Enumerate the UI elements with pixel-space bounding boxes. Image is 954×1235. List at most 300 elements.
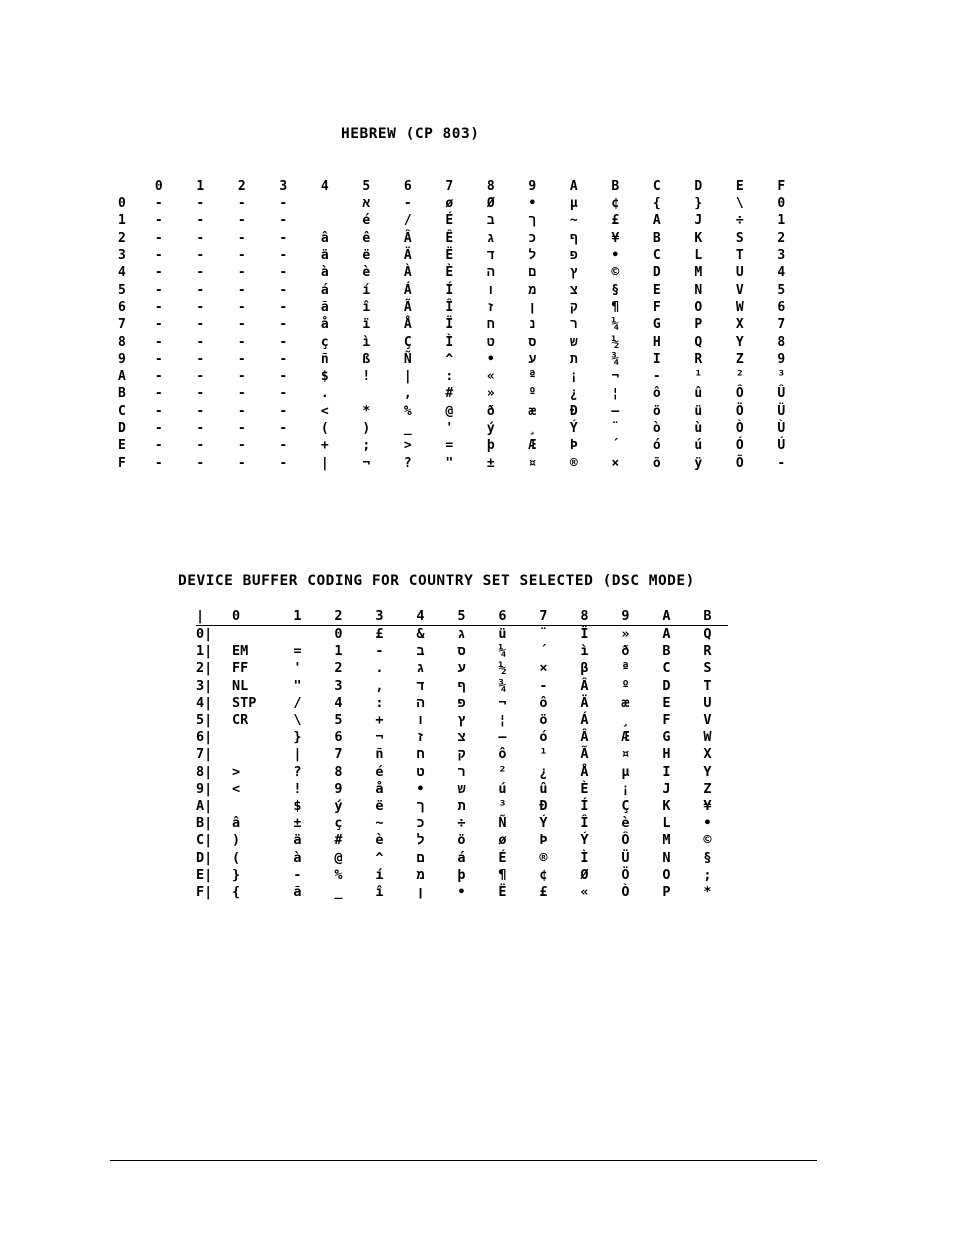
table-cell: J	[694, 213, 703, 229]
column-header: 6	[482, 608, 523, 626]
table-cell: Ô	[735, 386, 744, 402]
table-cell: D	[662, 677, 671, 694]
table-cell: H	[662, 746, 671, 763]
table-cell: ¾	[611, 351, 620, 367]
table-cell: 3	[334, 677, 343, 694]
table-cell: M	[694, 265, 703, 281]
table-cell: Ã	[580, 746, 589, 763]
row-header: 9|	[196, 780, 213, 797]
row-header: 8	[118, 334, 126, 350]
table-cell: ,	[375, 677, 384, 694]
table-cell: ¢	[611, 196, 620, 212]
table-cell: -	[154, 299, 163, 315]
table-cell: -	[777, 455, 786, 471]
table-cell: Á	[580, 712, 589, 729]
row-header: F|	[196, 883, 213, 900]
table-cell: ç	[320, 334, 329, 350]
table-cell: ;	[703, 866, 712, 883]
table-row	[196, 643, 728, 660]
table-cell: ~	[569, 213, 578, 229]
table-cell: +	[320, 438, 329, 454]
table-cell: Ð	[539, 797, 548, 814]
table-cell: -	[237, 196, 246, 212]
column-header: C	[652, 179, 661, 194]
table-cell: צ	[569, 282, 578, 298]
table-cell: FF	[232, 660, 249, 677]
column-header: 2	[237, 179, 246, 194]
table-cell: î	[362, 299, 371, 315]
table-cell: X	[703, 746, 712, 763]
table-cell: -	[279, 369, 288, 385]
table-cell: P	[662, 883, 671, 900]
table-cell: É	[445, 213, 454, 229]
table-cell: -	[279, 438, 288, 454]
table-cell: û	[694, 386, 703, 402]
row-header: C|	[196, 832, 213, 849]
table-cell: Ò	[735, 421, 744, 436]
table-cell: A	[652, 213, 661, 229]
table-cell: $	[320, 369, 329, 385]
table-cell: ï	[362, 317, 371, 333]
table-cell: צ	[457, 729, 466, 746]
table-cell: •	[703, 815, 712, 832]
column-header: 8	[486, 179, 495, 194]
table-cell	[222, 729, 277, 746]
table-cell: Í	[580, 797, 589, 814]
table-cell: Ý	[539, 815, 548, 832]
table-cell: Â	[580, 677, 589, 694]
table-cell: -	[237, 265, 246, 281]
row-header: 3	[118, 248, 126, 264]
table-cell: ר	[569, 317, 578, 333]
table-cell: 8	[777, 334, 786, 350]
table-cell: Ê	[445, 230, 454, 246]
table-cell: §	[703, 849, 712, 866]
table-cell: 9	[777, 351, 786, 367]
table-cell: ¤	[528, 455, 537, 471]
table-row	[196, 764, 728, 781]
table-cell: þ	[486, 438, 495, 454]
table-cell: ²	[735, 369, 744, 385]
table-row	[196, 626, 728, 644]
table-cell: ø	[445, 196, 454, 212]
row-header: 6	[118, 299, 126, 315]
table-cell: ë	[375, 797, 384, 814]
table-cell: 0	[777, 196, 786, 212]
table-cell: Ü	[777, 403, 786, 419]
hebrew-code-table	[118, 178, 802, 472]
table-cell: Z	[703, 780, 712, 797]
table-cell: ¬	[375, 729, 384, 746]
table-cell: -	[154, 317, 163, 333]
table-cell: |	[320, 455, 329, 471]
table-cell: ג	[457, 626, 466, 643]
table-cell: ¬	[498, 694, 507, 711]
table-cell: -	[279, 299, 288, 315]
table-cell: ¨	[611, 421, 620, 436]
table-cell: -	[279, 282, 288, 298]
table-cell: ó	[539, 729, 548, 746]
table-cell: 8	[334, 763, 343, 780]
table-cell: =	[445, 438, 454, 454]
table-row	[118, 299, 802, 316]
table-cell: {	[652, 196, 661, 212]
table-row	[196, 815, 728, 832]
row-header: B|	[196, 815, 213, 832]
table-cell: V	[703, 712, 712, 729]
table-cell: 0	[334, 626, 343, 643]
row-header: 7|	[196, 746, 213, 763]
column-header: 3	[359, 608, 400, 626]
table-row	[118, 264, 802, 281]
table-cell: ¥	[611, 230, 620, 246]
table-cell: +	[375, 712, 384, 729]
table-cell: Ö	[621, 866, 630, 883]
table-cell: -	[652, 369, 661, 385]
table-cell: -	[154, 265, 163, 281]
footer-rule	[110, 1160, 817, 1161]
table-cell: ü	[694, 403, 703, 419]
table-cell: í	[375, 866, 384, 883]
table-cell: -	[237, 351, 246, 367]
column-header: B	[687, 608, 728, 626]
table-cell: -	[279, 386, 288, 402]
column-header: 1	[196, 179, 205, 194]
table-cell: -	[196, 282, 205, 298]
table-cell: K	[694, 230, 703, 246]
table-cell: ®	[569, 455, 578, 471]
table-cell: -	[237, 369, 246, 385]
table-cell: ÷	[457, 815, 466, 832]
row-header: 4	[118, 265, 126, 281]
column-header: 4	[320, 179, 329, 194]
table-row	[118, 403, 802, 420]
table-cell: 5	[777, 282, 786, 298]
table-cell: Ð	[569, 403, 578, 419]
table-cell: £	[611, 213, 620, 229]
table-cell: ý	[486, 421, 495, 436]
table-cell: -	[196, 334, 205, 350]
table-row	[118, 385, 802, 402]
table-cell: ך	[528, 213, 537, 229]
column-header: 1	[277, 608, 318, 626]
header-row	[118, 178, 802, 195]
row-header: 2|	[196, 660, 213, 677]
table-cell	[346, 385, 388, 402]
row-header: 0	[118, 196, 126, 212]
table-cell: -	[196, 230, 205, 246]
table-cell: ç	[334, 815, 343, 832]
table-cell: נ	[528, 317, 537, 333]
table-cell: C	[652, 248, 661, 264]
table-cell: -	[237, 438, 246, 454]
table-cell: _	[403, 421, 412, 436]
column-header: 8	[564, 608, 605, 626]
table-cell: ו	[486, 282, 495, 298]
table-cell: {	[232, 883, 241, 900]
table-cell: Ä	[580, 694, 589, 711]
table-cell: R	[694, 351, 703, 367]
table-cell: ח	[416, 746, 425, 763]
table-cell: ¼	[498, 643, 507, 660]
table-cell: _	[334, 883, 343, 900]
table-cell: 3	[777, 248, 786, 264]
table-cell: ג	[416, 660, 425, 677]
table-cell: Å	[403, 317, 412, 333]
table-cell: ק	[457, 746, 466, 763]
table-cell: M	[662, 832, 671, 849]
table-row	[196, 660, 728, 677]
table-cell: ¦	[611, 386, 620, 402]
table-cell: Ä	[403, 248, 412, 264]
table-cell: §	[611, 282, 620, 298]
column-header: D	[694, 179, 703, 194]
table-cell: J	[662, 780, 671, 797]
table-cell: '	[293, 660, 302, 677]
table-cell: -	[196, 265, 205, 281]
table-cell: È	[580, 780, 589, 797]
table-cell: Â	[580, 729, 589, 746]
table-cell: כ	[528, 230, 537, 246]
table-cell: Q	[694, 334, 703, 350]
table-cell: -	[539, 677, 548, 694]
table-cell: ?	[293, 763, 302, 780]
table-cell: ¨	[539, 626, 548, 643]
table-cell: מ	[416, 866, 425, 883]
row-header: 1	[118, 213, 126, 229]
table-cell: D	[652, 265, 661, 281]
table-cell: ¶	[498, 866, 507, 883]
table-cell: -	[154, 351, 163, 367]
table-cell: Ô	[621, 832, 630, 849]
table-cell: Û	[777, 386, 786, 402]
table-cell: Ç	[621, 797, 630, 814]
table-cell: Â	[403, 230, 412, 246]
table-cell: -	[237, 386, 246, 402]
table-cell: ¹	[539, 746, 548, 763]
table-cell	[222, 798, 277, 815]
table-cell: ²	[498, 763, 507, 780]
table-cell: ×	[611, 455, 620, 471]
table-cell: B	[652, 230, 661, 246]
table-cell: B	[662, 643, 671, 660]
table-cell: -	[196, 213, 205, 229]
table-cell: ץ	[457, 712, 466, 729]
table-cell: Ø	[580, 866, 589, 883]
row-header: D	[118, 421, 126, 436]
table-cell: >	[232, 763, 241, 780]
table-cell: -	[237, 455, 246, 471]
table-cell: א	[362, 196, 371, 212]
table-cell: í	[362, 282, 371, 298]
table-cell: }	[694, 196, 703, 212]
table-cell: •	[528, 196, 537, 212]
table-cell: \	[735, 196, 744, 212]
table-cell: á	[320, 282, 329, 298]
table-cell: T	[735, 248, 744, 264]
table-cell: Ì	[445, 334, 454, 350]
table-cell: |	[293, 746, 302, 763]
table-cell: ז	[486, 299, 495, 315]
hebrew-table-title: HEBREW (CP 803)	[341, 126, 480, 142]
table-cell	[304, 212, 346, 229]
table-cell: 1	[334, 643, 343, 660]
table-cell: 6	[777, 299, 786, 315]
table-cell: -	[196, 196, 205, 212]
table-cell: µ	[621, 763, 630, 780]
table-cell: ל	[528, 248, 537, 264]
table-cell: E	[652, 282, 661, 298]
table-cell: ד	[486, 248, 495, 264]
table-cell: |	[403, 369, 412, 385]
table-cell: -	[154, 334, 163, 350]
table-cell: ל	[416, 832, 425, 849]
table-cell: ^	[375, 849, 384, 866]
table-cell: 7	[777, 317, 786, 333]
table-cell: û	[539, 780, 548, 797]
table-cell: ®	[539, 849, 548, 866]
table-cell	[304, 195, 346, 212]
table-cell: .	[320, 386, 329, 402]
table-cell: ק	[569, 299, 578, 315]
column-header: 0	[154, 179, 163, 194]
table-cell: ס	[457, 643, 466, 660]
table-cell: $	[293, 797, 302, 814]
table-cell: NL	[232, 677, 249, 694]
table-cell: ז	[416, 729, 425, 746]
table-cell: •	[457, 883, 466, 900]
column-header: 6	[403, 179, 412, 194]
table-cell: 4	[777, 265, 786, 281]
table-cell: *	[362, 403, 371, 419]
table-cell: ב	[416, 643, 425, 660]
table-cell: ±	[486, 455, 495, 471]
table-row	[196, 849, 728, 866]
table-cell: ©	[611, 265, 620, 281]
header-row	[196, 608, 728, 626]
table-cell: -	[237, 213, 246, 229]
table-cell: Î	[580, 815, 589, 832]
table-cell: ñ	[320, 351, 329, 367]
table-cell: -	[279, 265, 288, 281]
table-cell: K	[662, 797, 671, 814]
table-cell: *	[703, 883, 712, 900]
table-cell: ©	[703, 832, 712, 849]
table-row	[118, 247, 802, 264]
table-row	[196, 695, 728, 712]
table-cell: ‚	[403, 386, 412, 402]
table-cell: A	[662, 626, 671, 643]
table-row	[196, 729, 728, 746]
table-cell: -	[237, 421, 246, 436]
table-cell: U	[703, 694, 712, 711]
table-cell: -	[403, 196, 412, 212]
table-cell: ן	[416, 883, 425, 900]
table-cell: 1	[777, 213, 786, 229]
table-cell: T	[703, 677, 712, 694]
table-cell: â	[232, 815, 241, 832]
table-cell: ש	[569, 334, 578, 350]
table-row	[196, 746, 728, 763]
row-header: 5	[118, 282, 126, 298]
table-cell: -	[279, 403, 288, 419]
table-cell: X	[735, 317, 744, 333]
table-cell: ö	[652, 403, 661, 419]
table-cell: -	[237, 317, 246, 333]
table-cell: U	[735, 265, 744, 281]
table-cell: ã	[293, 883, 302, 900]
table-cell: ÷	[735, 213, 744, 229]
table-cell: \	[293, 712, 302, 729]
table-cell: -	[154, 369, 163, 385]
table-cell: Z	[735, 351, 744, 367]
table-cell: 2	[334, 660, 343, 677]
table-cell: •	[611, 248, 620, 264]
table-cell: Ç	[403, 334, 412, 350]
table-cell: ±	[293, 815, 302, 832]
table-row	[118, 212, 802, 229]
table-cell: ¹	[694, 369, 703, 385]
table-cell: מ	[528, 282, 537, 298]
row-header: 2	[118, 230, 126, 246]
table-cell: -	[154, 455, 163, 471]
table-cell: W	[735, 299, 744, 315]
table-cell: å	[375, 780, 384, 797]
table-cell: æ	[621, 694, 630, 711]
table-cell: ך	[416, 797, 425, 814]
table-cell: Þ	[539, 832, 548, 849]
table-cell: —	[498, 729, 507, 746]
table-cell: Ï	[445, 317, 454, 333]
table-cell: î	[375, 883, 384, 900]
table-cell: Æ	[621, 729, 630, 746]
table-cell: (	[232, 849, 241, 866]
table-cell: ¬	[362, 455, 371, 471]
table-cell: Æ	[528, 438, 537, 454]
table-cell: 2	[777, 230, 786, 246]
dsc-buffer-table	[196, 608, 728, 901]
table-cell: Ì	[580, 849, 589, 866]
table-cell: õ	[652, 455, 661, 471]
table-cell: -	[237, 248, 246, 264]
table-cell: Ý	[569, 421, 578, 436]
table-cell: Å	[580, 763, 589, 780]
table-cell: -	[375, 643, 384, 660]
table-cell: ½	[498, 660, 507, 677]
table-cell: ý	[334, 797, 343, 814]
table-cell: -	[196, 369, 205, 385]
table-cell: -	[154, 213, 163, 229]
table-cell: Õ	[735, 455, 744, 471]
table-cell: è	[621, 815, 630, 832]
table-cell: -	[154, 403, 163, 419]
row-header: A	[118, 369, 126, 385]
table-row	[118, 230, 802, 247]
column-header: 7	[523, 608, 564, 626]
table-cell: !	[293, 780, 302, 797]
table-cell: ê	[362, 230, 371, 246]
table-cell: ~	[375, 815, 384, 832]
table-cell: •	[416, 780, 425, 797]
table-row	[118, 333, 802, 350]
table-cell: »	[486, 386, 495, 402]
table-cell: ¶	[611, 299, 620, 315]
table-cell: G	[652, 317, 661, 333]
table-cell: é	[375, 763, 384, 780]
column-header: 9	[605, 608, 646, 626]
table-cell: ÿ	[694, 455, 703, 471]
table-cell: ו	[416, 712, 425, 729]
